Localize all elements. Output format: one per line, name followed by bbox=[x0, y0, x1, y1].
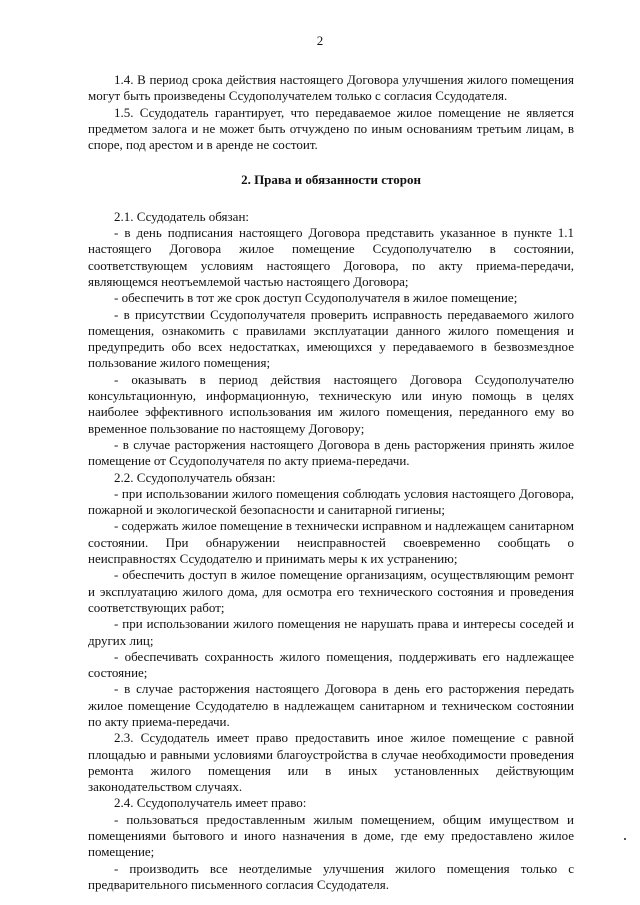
list-item: - пользоваться предоставленным жилым помещением, общим имуществом и помещениями бытового и иного назначения в доме, где ему предоставлено жилое помещение; bbox=[88, 811, 574, 860]
list-item: - в присутствии Ссудополучателя проверить исправность передаваемого жилого помещения, ознакомить с правилами эксплуатации данного жилого помещения и предупредить обо всех недостатках, имеющихся у передаваемого в безвозмездное пользование жилого помещения; bbox=[88, 306, 574, 371]
list-item: - при использовании жилого помещения соблюдать условия настоящего Договора, пожарной и экологической безопасности и санитарной гигиены; bbox=[88, 485, 574, 518]
list-item: - производить все неотделимые улучшения жилого помещения только с предварительного письменного согласия Ссудодателя. bbox=[88, 860, 574, 892]
scan-speck bbox=[624, 838, 626, 840]
list-item: - в случае расторжения настоящего Договора в день его расторжения передать жилое помещение Ссудодателю в надлежащем санитарном и техническом состоянии по акту приема-передачи. bbox=[88, 681, 574, 729]
paragraph-1-4: 1.4. В период срока действия настоящего Договора улучшения жилого помещения могут быть произведены Ссудополучателем только с согласия Ссудодателя. bbox=[88, 72, 574, 104]
list-item: - обеспечивать сохранность жилого помещения, поддерживать его надлежащее состояние; bbox=[88, 648, 574, 681]
page-number: 2 bbox=[316, 33, 324, 48]
paragraph-2-1: 2.1. Ссудодатель обязан: bbox=[114, 208, 250, 224]
list-item: - в день подписания настоящего Договора представить указанное в пункте 1.1 настоящего Договора жилое помещение Ссудополучателю в состоянии, соответствующем условиям настоящего Договора, по акту приема-передачи, являющемся неотъемлемой частью настоящего Договора; bbox=[88, 225, 574, 289]
list-item: - обеспечить доступ в жилое помещение организациям, осуществляющим ремонт и эксплуатацию жилого дома, для осмотра его технического состояния и проведения соответствующих работ; bbox=[88, 567, 574, 615]
paragraph-2-4: 2.4. Ссудополучатель имеет право: bbox=[114, 795, 307, 811]
list-item: - обеспечить в тот же срок доступ Ссудополучателя в жилое помещение; bbox=[114, 290, 518, 306]
list-item: - содержать жилое помещение в технически исправном и надлежащем санитарном состоянии. При обнаружении неисправностей своевременно сообщать о неисправностях Ссудодателю и принимать меры к их устранению; bbox=[88, 518, 574, 567]
paragraph-1-5: 1.5. Ссудодатель гарантирует, что передаваемое жилое помещение не является предметом залога и не может быть отчуждено по иным основаниям третьим лицам, в споре, под арестом и в аренде не состоит. bbox=[88, 104, 574, 153]
paragraph-2-2: 2.2. Ссудополучатель обязан: bbox=[114, 469, 276, 485]
list-item: - при использовании жилого помещения не нарушать права и интересы соседей и других лиц; bbox=[88, 616, 574, 648]
list-item: - оказывать в период действия настоящего Договора Ссудополучателю консультационную, информационную, техническую или иную помощь в целях наиболее эффективного использования им жилого помещения, переданного ему во временное пользование по настоящему Договору; bbox=[88, 371, 574, 436]
paragraph-2-3: 2.3. Ссудодатель имеет право предоставить иное жилое помещение с равной площадью и равными условиями благоустройства в случае необходимости проведения ремонта жилого помещения или в иных установленных действующим законодательством случаях. bbox=[88, 730, 574, 795]
section-heading: 2. Права и обязанности сторон bbox=[241, 172, 421, 188]
list-item: - в случае расторжения настоящего Договора в день расторжения принять жилое помещение от Ссудополучателя по акту приема-передачи. bbox=[88, 436, 574, 469]
document-body bbox=[88, 72, 574, 893]
